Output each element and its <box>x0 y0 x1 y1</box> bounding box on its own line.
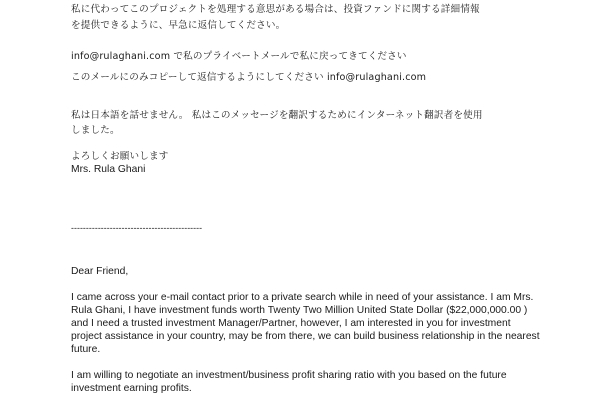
jp-closing: よろしくお願いします <box>71 151 169 162</box>
en-paragraph1-line-3: and I need a trusted investment Manager/Partner, however, I am interested in you for investment <box>71 318 511 329</box>
jp-copy-reply-line: このメールにのみコピーして返信するようにしてください info@rulaghani.com <box>71 72 427 83</box>
en-paragraph1-line-5: future. <box>71 344 101 355</box>
en-paragraph1-line-1: I came across your e-mail contact prior to a private search while in need of your assistance. I am Mrs. <box>71 292 534 303</box>
jp-paragraph-line-1: 私に代わってこのプロジェクトを処理する意思がある場合は、投資ファンドに関する詳細情報 <box>71 4 480 15</box>
en-paragraph1-line-2: Rula Ghani, I have investment funds worth Twenty Two Million United State Dollar ($22,000,000.00 ) <box>71 305 528 316</box>
en-paragraph2-line-1: I am willing to negotiate an investment/business profit sharing ratio with you based on the future <box>71 370 507 381</box>
jp-translator-note-line-2: しました。 <box>71 125 120 136</box>
jp-translator-note-line-1: 私は日本語を話せません。 私はこのメッセージを翻訳するためにインターネット翻訳者を使用 <box>71 110 483 121</box>
separator-line: -------------------------------------------- <box>71 223 203 233</box>
jp-paragraph-line-2: を提供できるように、早急に返信してください。 <box>71 20 286 31</box>
jp-signature: Mrs. Rula Ghani <box>71 164 146 175</box>
en-paragraph1-line-4: project assistance in your country, may be from there, we can build business relationship in the nearest <box>71 331 540 342</box>
jp-private-email-line: info@rulaghani.com で私のプライベートメールで私に戻ってきてください <box>71 51 407 62</box>
en-paragraph2-line-2: investment earning profits. <box>71 383 192 394</box>
greeting: Dear Friend, <box>71 266 129 277</box>
